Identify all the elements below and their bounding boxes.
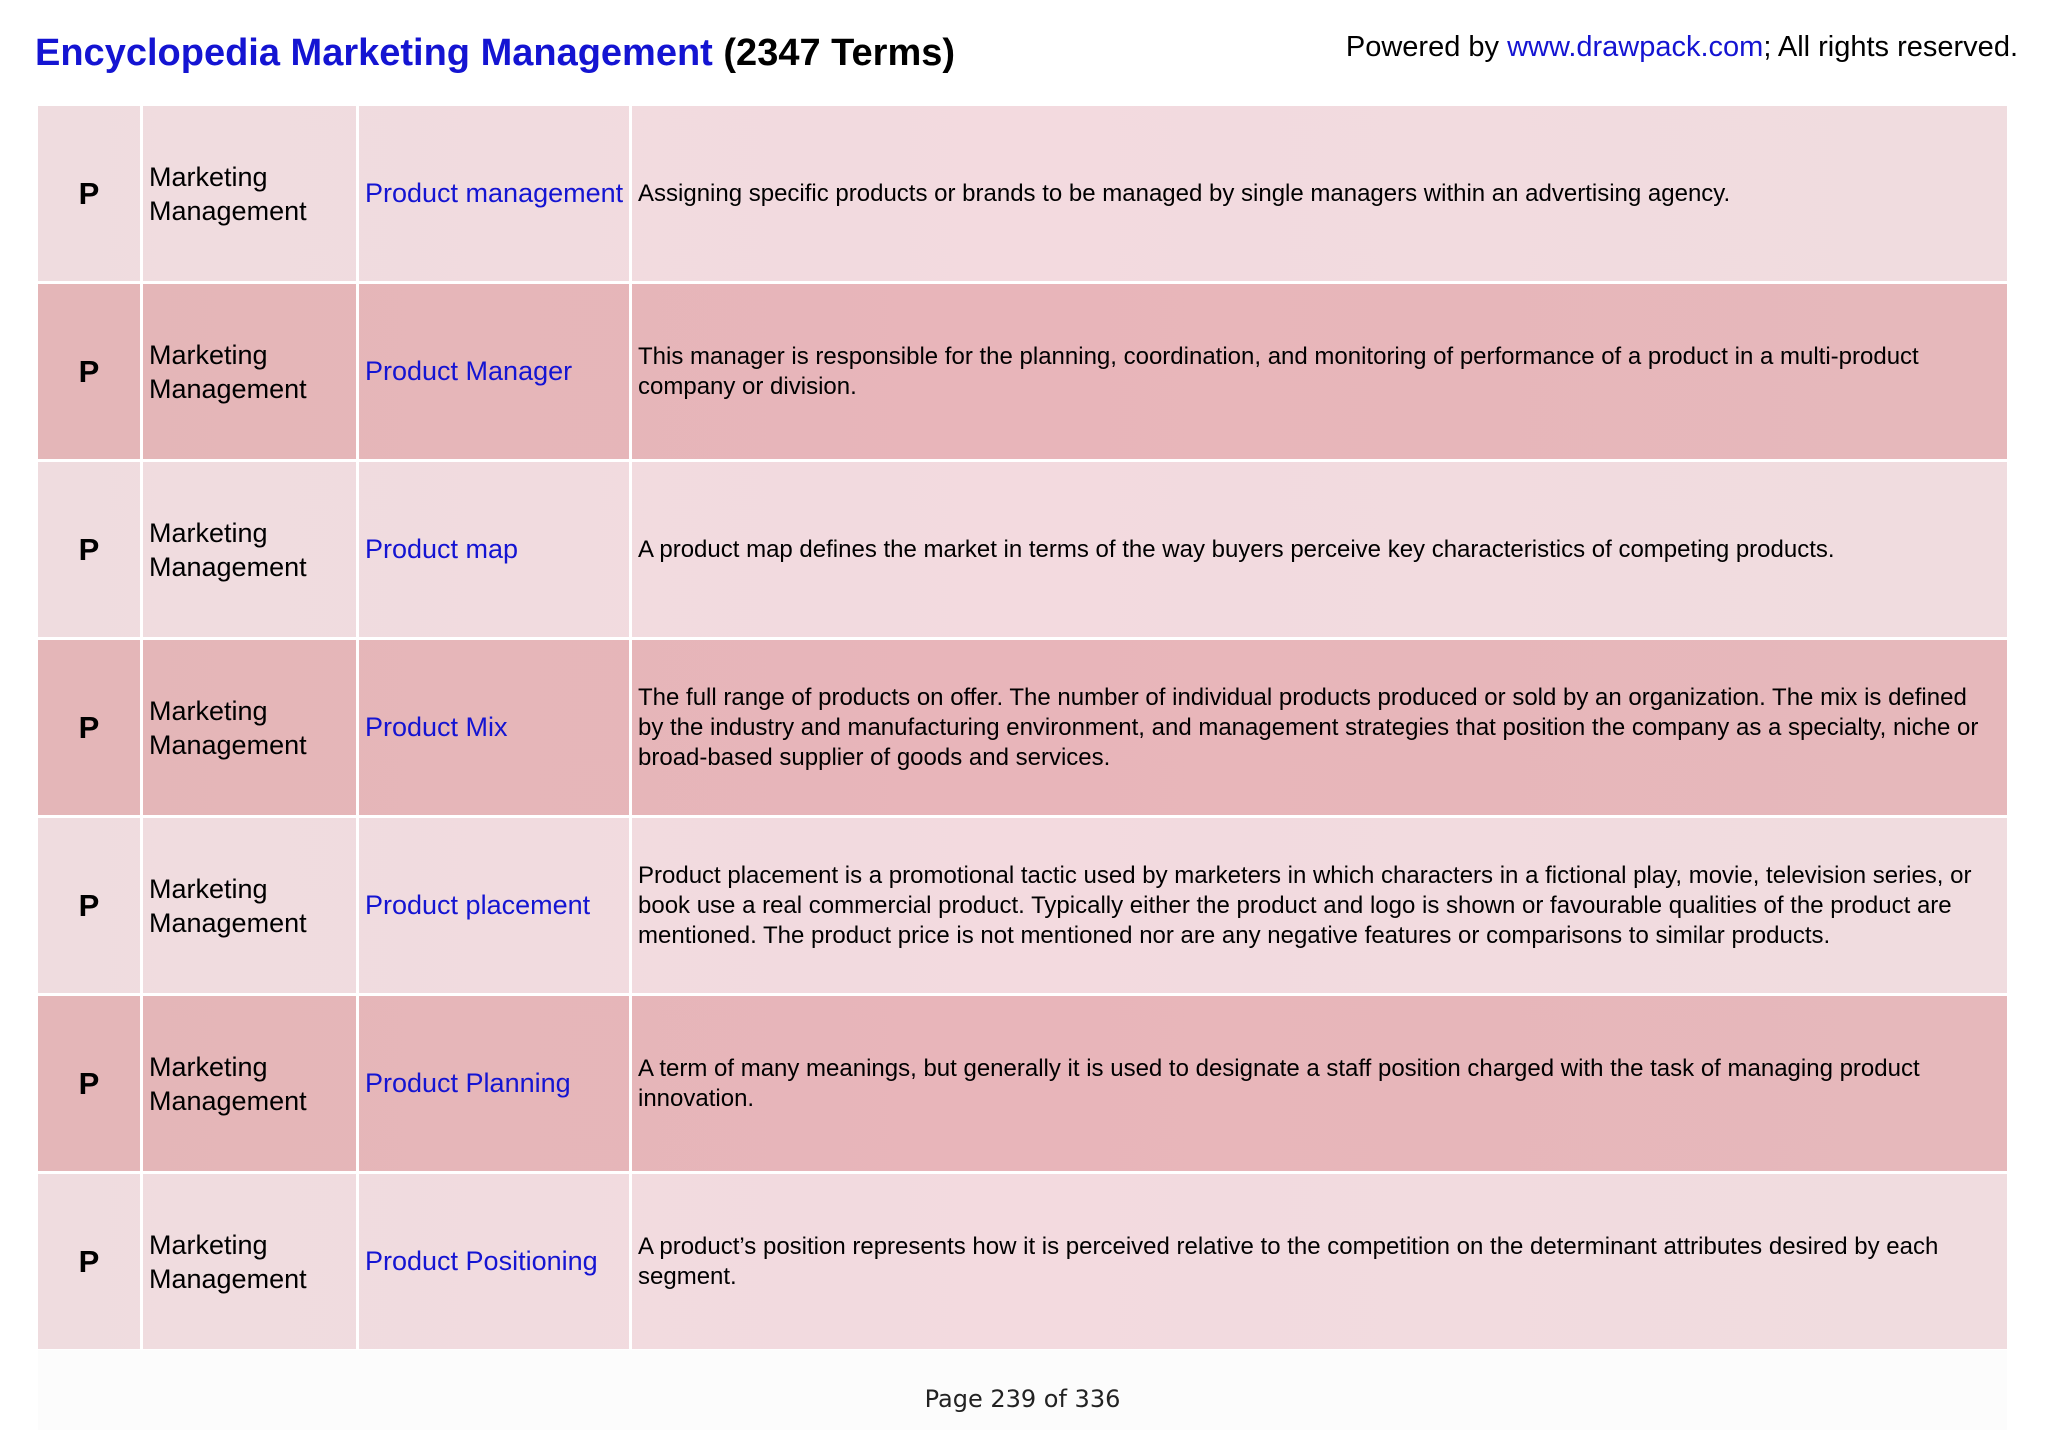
letter-cell: P bbox=[38, 284, 143, 459]
category-cell bbox=[143, 284, 359, 459]
letter-cell: P bbox=[38, 640, 143, 815]
definition-cell: Product placement is a promotional tactic used by marketers in which characters in a fictional play, movie, television series, or book use a real commercial product. Typically either the product and logo is shown or favourable qualities of the product are mentioned. The product price is not mentioned nor are any negative features or comparisons to similar products. bbox=[638, 861, 1972, 949]
term-link[interactable]: Product placement bbox=[359, 818, 632, 993]
page-title bbox=[35, 32, 955, 75]
term-link[interactable]: Product Mix bbox=[359, 640, 632, 815]
category-line: Management bbox=[149, 195, 307, 226]
letter-cell: P bbox=[38, 1174, 143, 1349]
term-link[interactable]: Product map bbox=[359, 462, 632, 637]
category-line: Marketing bbox=[149, 339, 268, 370]
category-line: Management bbox=[149, 907, 307, 938]
category-line: Marketing bbox=[149, 161, 268, 192]
table-row bbox=[38, 640, 2007, 818]
category-cell bbox=[143, 640, 359, 815]
table-row bbox=[38, 1174, 2007, 1352]
title-link[interactable]: Encyclopedia Marketing Management bbox=[35, 32, 713, 74]
term-link[interactable]: Product Manager bbox=[359, 284, 632, 459]
rights-reserved: ; All rights reserved. bbox=[1763, 31, 2018, 63]
definition-cell: Assigning specific products or brands to be managed by single managers within an advertising agency. bbox=[638, 179, 1731, 207]
table-row bbox=[38, 284, 2007, 462]
terms-table bbox=[38, 106, 2007, 1352]
category-line: Marketing bbox=[149, 1051, 268, 1082]
page-footer bbox=[38, 1350, 2007, 1430]
category-line: Marketing bbox=[149, 1229, 268, 1260]
category-line: Marketing bbox=[149, 695, 268, 726]
page-number: Page 239 of 336 bbox=[924, 1385, 1121, 1413]
category-cell bbox=[143, 462, 359, 637]
letter-cell: P bbox=[38, 996, 143, 1171]
table-row bbox=[38, 818, 2007, 996]
drawpack-link[interactable]: www.drawpack.com bbox=[1507, 31, 1764, 63]
powered-by-notice bbox=[1346, 31, 2018, 64]
category-cell bbox=[143, 1174, 359, 1349]
definition-cell: The full range of products on offer. The number of individual products produced or sold by an organization. The mix is defined by the industry and manufacturing environment, and management strategies that position the company as a specialty, niche or broad-based supplier of goods and services. bbox=[638, 683, 1979, 771]
category-line: Management bbox=[149, 1263, 307, 1294]
category-cell bbox=[143, 106, 359, 281]
letter-cell: P bbox=[38, 462, 143, 637]
category-cell bbox=[143, 996, 359, 1171]
category-line: Management bbox=[149, 1085, 307, 1116]
category-line: Management bbox=[149, 551, 307, 582]
category-line: Management bbox=[149, 729, 307, 760]
table-row bbox=[38, 996, 2007, 1174]
definition-cell: This manager is responsible for the planning, coordination, and monitoring of performance of a product in a multi-product company or division. bbox=[638, 342, 1919, 400]
letter-cell: P bbox=[38, 106, 143, 281]
category-cell bbox=[143, 818, 359, 993]
category-line: Marketing bbox=[149, 517, 268, 548]
definition-cell: A term of many meanings, but generally it is used to designate a staff position charged with the task of managing product innovation. bbox=[638, 1054, 1920, 1112]
powered-prefix: Powered by bbox=[1345, 31, 1508, 63]
term-link[interactable]: Product Planning bbox=[359, 996, 632, 1171]
term-link[interactable]: Product management bbox=[359, 106, 632, 281]
category-line: Marketing bbox=[149, 873, 268, 904]
page-header bbox=[35, 28, 2018, 88]
letter-cell: P bbox=[38, 818, 143, 993]
definition-cell: A product’s position represents how it is perceived relative to the competition on the determinant attributes desired by each segment. bbox=[638, 1232, 1939, 1290]
term-count: (2347 Terms) bbox=[712, 32, 956, 74]
table-row bbox=[38, 462, 2007, 640]
category-line: Management bbox=[149, 373, 307, 404]
table-row bbox=[38, 106, 2007, 284]
term-link[interactable]: Product Positioning bbox=[359, 1174, 632, 1349]
definition-cell: A product map defines the market in terms of the way buyers perceive key characteristics of competing products. bbox=[638, 535, 1835, 563]
